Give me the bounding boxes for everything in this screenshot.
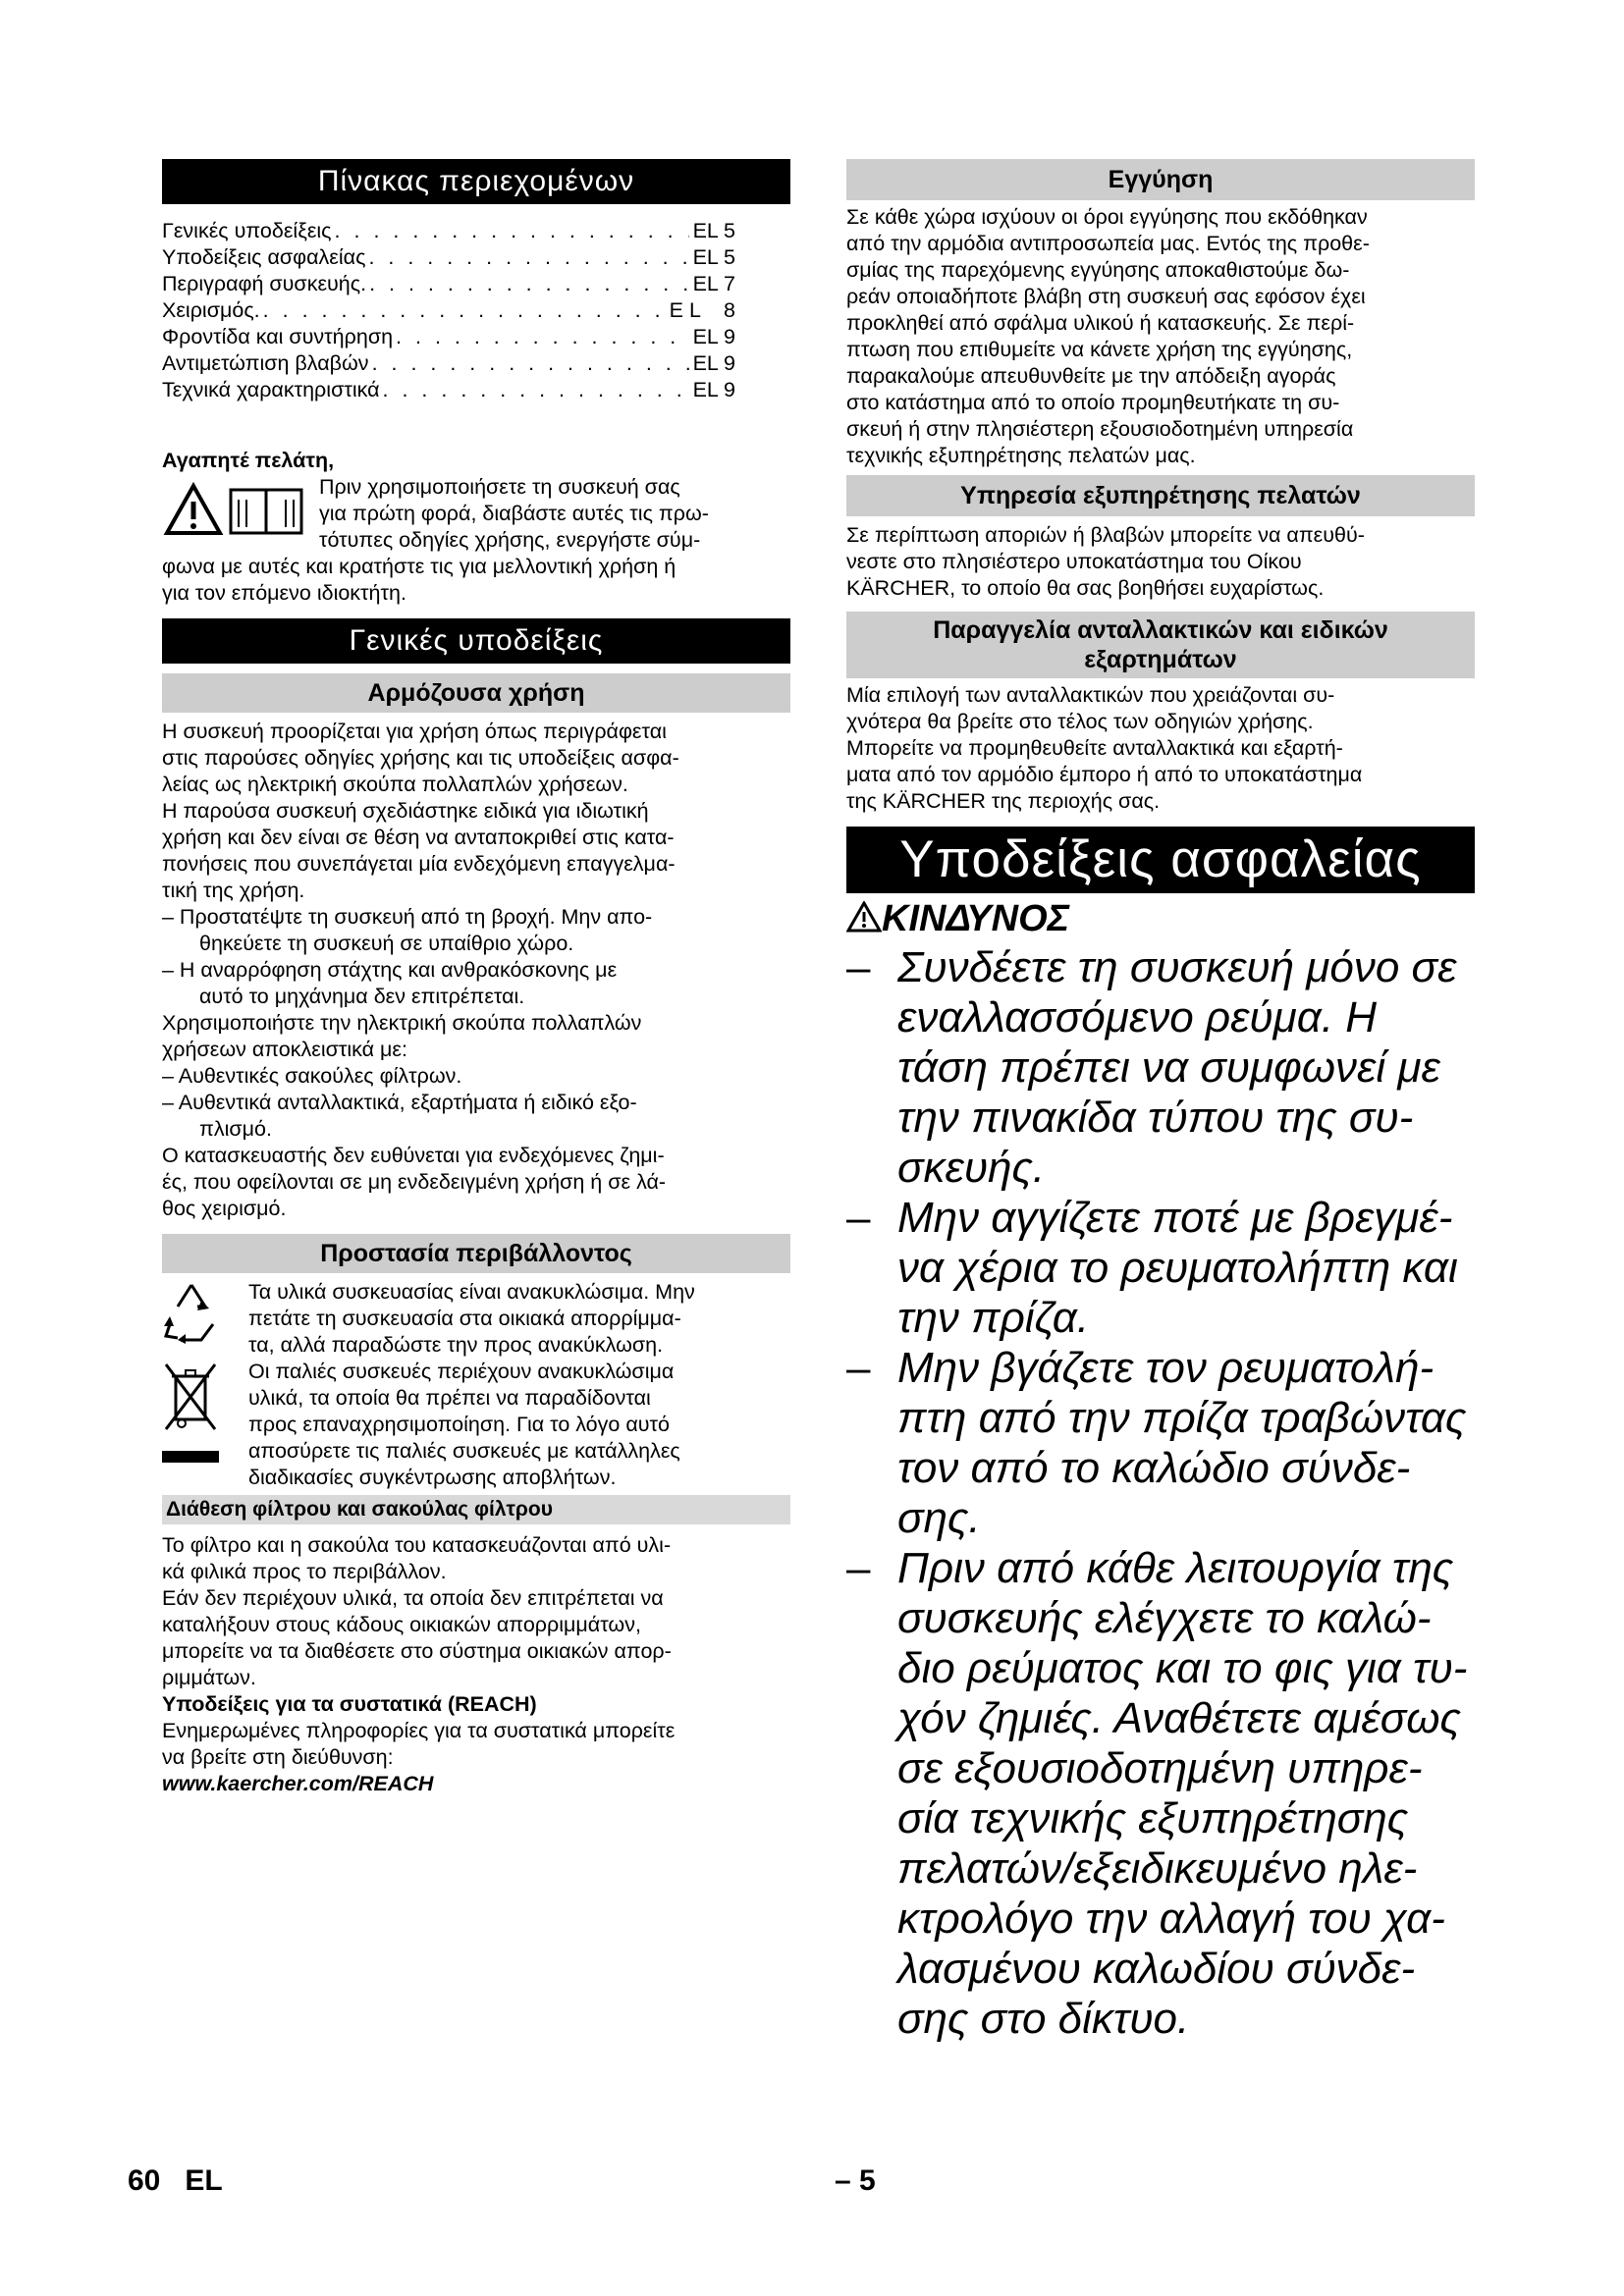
intended-use-section: Η συσκευή προορίζεται για χρήση όπως περιγράφεται στις παρούσες οδηγίες χρήσης και τις υποδείξεις ασφα- λείας ως ηλεκτρική σκούπα πολλαπλών χρήσεων. Η παρούσα συσκευή σχεδιάστηκε ειδικά για ιδιωτική χρήση και δεν είναι σε θέση να ανταποκριθεί στις κατα- πονήσεις που συνεπάγεται μία ενδεχόμενη επαγγελμα- τική της χρήση. – Προστατέψτε τη συσκευή από τη βροχή. Μην απο- θηκεύετε τη συσκευή σε υπαίθριο χώρο. – Η αναρρόφηση στάχτης και ανθρακόσκονης με αυτό το μηχάνημα δεν επιτρέπεται. Χρησιμοποιήστε την ηλεκτρική σκούπα πολλαπλών χρήσεων αποκλειστικά με: – Αυθεντικές σακούλες φίλτρων. – Αυθεντικά ανταλλακτικά, εξαρτήματα ή ειδικό εξο- πλισμό. Ο κατασκευαστής δεν ευθύνεται για ενδεχόμενες ζημι- ές, που οφείλονται σε μη ενδεδειγμένη χρήση ή σε λά- θος χειρισμό. — [162, 720, 679, 1220]
toc-item[interactable]: Γενικές υποδείξεις . . . EL 5 — [162, 218, 735, 244]
toc-item[interactable]: Τεχνικά χαρακτηριστικά . . . EL 9 — [162, 377, 735, 403]
toc-item[interactable]: Περιγραφή συσκευής. . . . EL 7 — [162, 271, 735, 297]
safety-list — [846, 942, 1475, 2044]
intro-section: Αγαπητέ πελάτη, Πριν χρησιμοποιήσετε τη συσκευή σας για πρώτη φορά, διαβάστε αυτές τις πρω- τότυπες οδηγίες χρήσης, ενεργήστε σύμ- φωνα με αυτές και κρατήστε τις για μελλοντική χρήση ή για τον επόμενο ιδιοκτήτη. — [162, 448, 790, 607]
safety-title: Υποδείξεις ασφαλείας — [846, 827, 1475, 893]
safety-item: – Μην βγάζετε τον ρευματολή- πτη από την πρίζα τραβώντας τον από το καλώδιο σύνδε- σης. — [846, 1344, 1467, 1542]
reach-title: Υποδείξεις για τα συστατικά (REACH) — [162, 1692, 537, 1716]
danger-heading: KΙΝΔΥΝΟΣ — [846, 897, 1475, 940]
recycle-block: Τα υλικά συσκευασίας είναι ανακυκλώσιμα. Μην πετάτε τη συσκευασία στα οικιακά απορρίμμα- τα, αλλά παραδώστε την προς ανακύκλωση. — [162, 1279, 790, 1359]
right-column — [846, 159, 1475, 2044]
toc-item[interactable]: Φροντίδα και συντήρηση . . . EL 9 — [162, 324, 735, 350]
toc-title: Πίνακας περιεχομένων — [162, 159, 790, 204]
weee-block: Οι παλιές συσκευές περιέχουν ανακυκλώσιμα υλικά, τα οποία θα πρέπει να παραδίδονται προς επαναχρησιμοποίηση. Για το λόγο αυτό αποσύρετε τις παλιές συσκευές με κατάλληλες διαδικασίες συγκέντρωσης αποβλήτων. — [162, 1359, 790, 1491]
toc-item[interactable]: Αντιμετώπιση βλαβών . . . EL 9 — [162, 350, 735, 377]
filter-disposal-title: Διάθεση φίλτρου και σακούλας φίλτρου — [162, 1495, 790, 1524]
use-title: Αρμόζουσα χρήση — [162, 673, 790, 713]
filter-disposal-section: Το φίλτρο και η σακούλα του κατασκευάζονται από υλι- κά φιλικά προς το περιβάλλον. Εάν δεν περιέχουν υλικά, τα οποία δεν επιτρέπεται να καταλήξουν στους κάδους οικιακών απορριμμάτων, μπορείτε να τα διαθέσετε στο σύστημα οικιακών απορ- ριμμάτων. Υποδείξεις για τα συστατικά (REACH) Ενημερωμένες πληροφορίες για τα συστατικά μπορείτε να βρείτε στη διεύθυνση: www.kaercher.com/REACH — [162, 1532, 790, 1797]
crossed-bin-icon — [162, 1359, 248, 1481]
safety-item: – Μην αγγίζετε ποτέ με βρεγμέ- να χέρια το ρευματολήπτη και την πρίζα. — [846, 1194, 1458, 1342]
toc-item[interactable]: Χειρισμός. . . . E L 8 — [162, 297, 735, 324]
safety-item: – Συνδέετε τη συσκευή μόνο σε εναλλασσόμενο ρεύμα. Η τάση πρέπει να συμφωνεί με την πινακίδα τύπου της συ- σκευής. — [846, 943, 1457, 1192]
page-number: 60 EL — [128, 2164, 223, 2197]
warranty-title: Εγγύηση — [846, 159, 1475, 200]
toc-item[interactable]: Υποδείξεις ασφαλείας . . . EL 5 — [162, 244, 735, 271]
warranty-section: Σε κάθε χώρα ισχύουν οι όροι εγγύησης που εκδόθηκαν από την αρμόδια αντιπροσωπεία μας. Εντός της προθε- σμίας της παρεχόμενης εγγύησης αποκαθιστούμε δω- ρεάν οποιαδήποτε βλάβη στη συσκευή σας εφόσον έχει προκληθεί από σφάλμα υλικού ή κατασκευής. Σε περί- πτωση που επιθυμείτε να κάνετε χρήση της εγγύησης, παρακαλούμε απευθυνθείτε με την απόδειξη αγοράς στο κατάστημα από το οποίο προμηθευτήκατε τη συ- σκευή ή στην πλησιέστερη εξουσιοδοτημένη υπηρεσία τεχνικής εξυπηρέτησης πελατών μας. — [846, 205, 1370, 467]
environment-title: Προστασία περιβάλλοντος — [162, 1234, 790, 1273]
parts-section: Μία επιλογή των ανταλλακτικών που χρειάζονται συ- χνότερα θα βρείτε στο τέλος των οδηγιών χρήσης. Μπορείτε να προμηθευθείτε ανταλλακτικά και εξαρτή- ματα από τον αρμόδιο έμπορο ή από το υποκατάστημα της KÄRCHER της περιοχής σας. — [846, 683, 1363, 813]
reach-link[interactable]: www.kaercher.com/REACH — [162, 1772, 434, 1795]
section-page-number: – 5 — [835, 2164, 876, 2197]
left-column — [162, 159, 790, 1797]
read-manual-icon — [162, 480, 319, 539]
intro-heading: Αγαπητέ πελάτη, — [162, 449, 335, 472]
service-title: Υπηρεσία εξυπηρέτησης πελατών — [846, 475, 1475, 516]
safety-item: – Πριν από κάθε λειτουργία της συσκευής ελέγχετε το καλώ- διο ρεύματος και το φις για τυ- χόν ζημιές. Αναθέτετε αμέσως σε εξουσιοδοτημένη υπηρε- σία τεχνικής εξυπηρέτησης πελατών/εξειδικευμένο ηλε- κτρολόγο την αλλαγή του χα- λασμένου καλωδίου σύνδε- σης στο δίκτυο. — [846, 1544, 1468, 2043]
warning-triangle-icon — [846, 901, 882, 933]
service-section: Σε περίπτωση αποριών ή βλαβών μπορείτε να απευθύ- νεστε στο πλησιέστερο υποκατάστημα του Οίκου KÄRCHER, το οποίο θα σας βοηθήσει ευχαρίστως. — [846, 523, 1365, 600]
general-title: Γενικές υποδείξεις — [162, 618, 790, 664]
parts-title: Παραγγελία ανταλλακτικών και ειδικών εξαρτημάτων — [846, 612, 1475, 678]
table-of-contents — [162, 218, 735, 403]
recycle-icon — [162, 1279, 248, 1349]
